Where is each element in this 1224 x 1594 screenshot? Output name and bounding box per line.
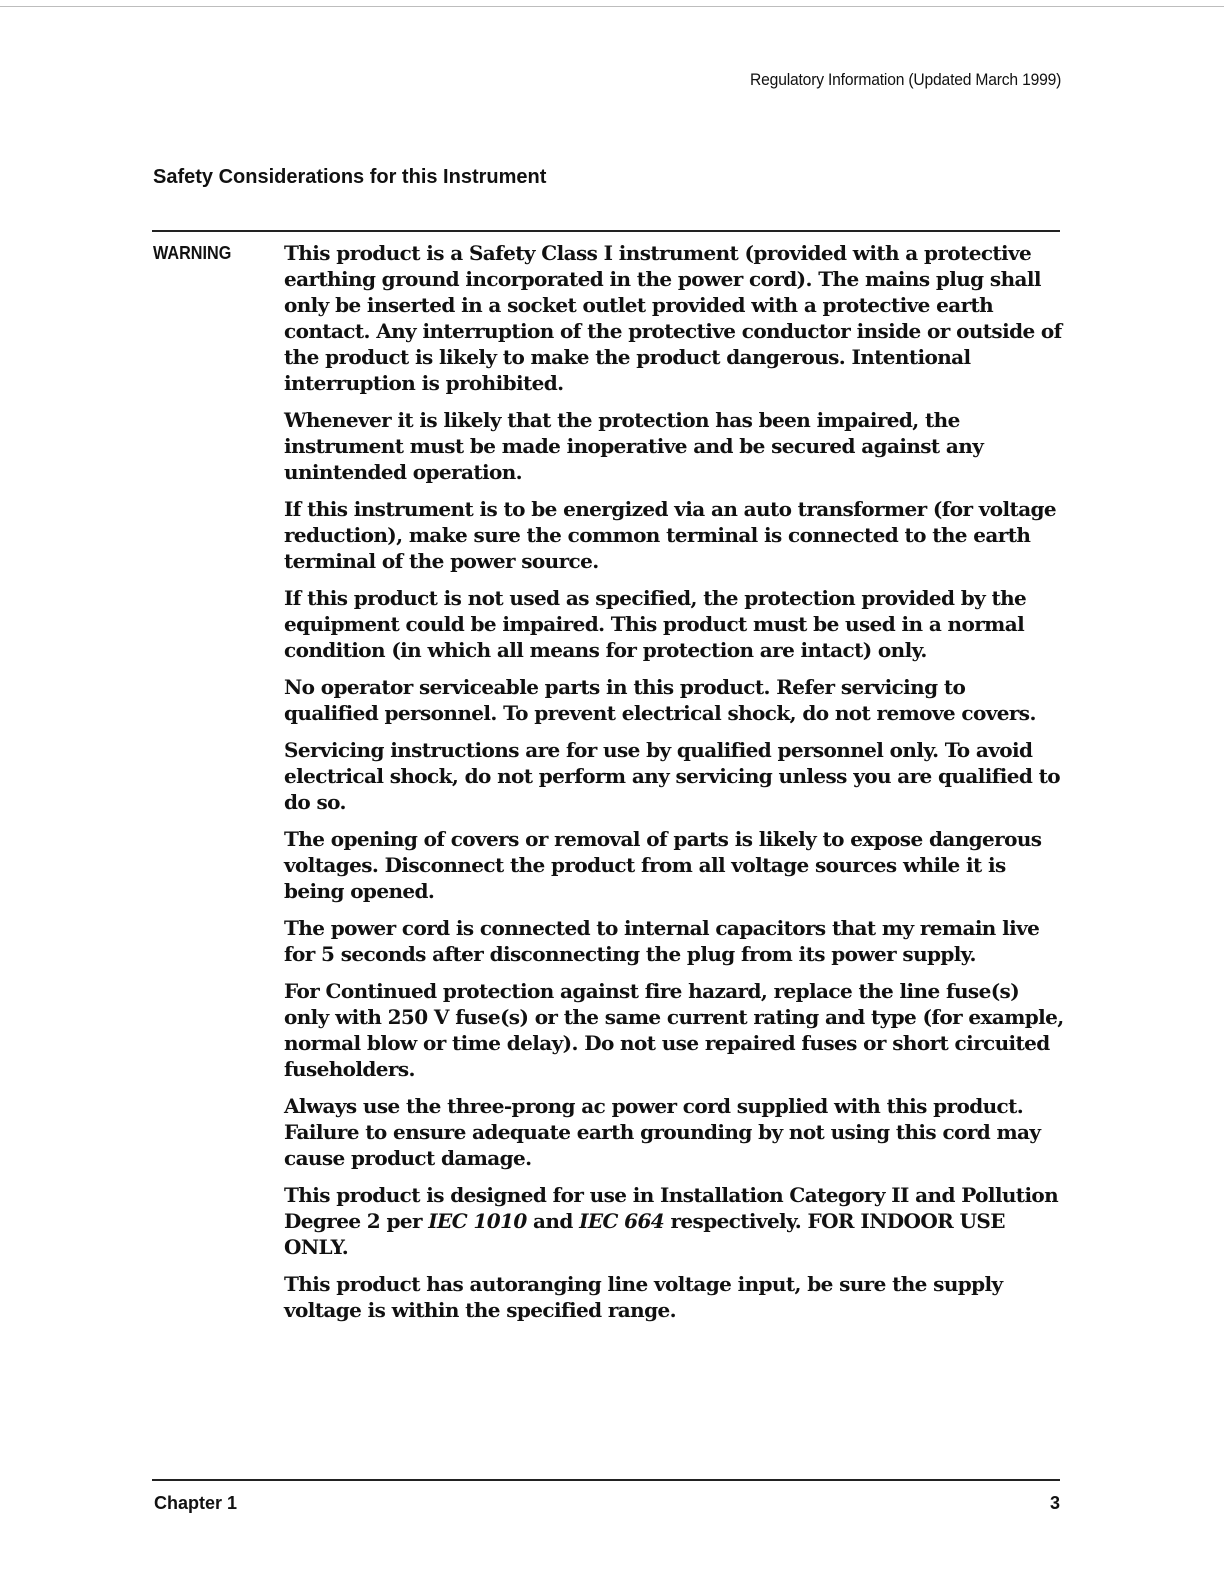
warning-paragraph: Whenever it is likely that the protection has been impaired, the instrument must be made inoperative and be secured against any unintended operation.: [284, 408, 984, 484]
footer-chapter: Chapter 1: [154, 1493, 238, 1513]
warning-paragraph: Always use the three-prong ac power cord supplied with this product. Failure to ensure adequate earth grounding by not using this cord may cause product damage.: [284, 1094, 1041, 1170]
warning-paragraph: If this instrument is to be energized via an auto transformer (for voltage reduction), make sure the common terminal is connected to the earth terminal of the power source.: [284, 497, 1057, 573]
installation-text-2: and: [526, 1209, 580, 1233]
warning-paragraph: If this product is not used as specified, the protection provided by the equipment could be impaired. This product must be used in a normal condition (in which all means for protection are intact) only.: [284, 586, 1027, 662]
footer-divider: [152, 1479, 1060, 1481]
installation-text-1: This product is designed for use in Installation Category II and Pollution Degree 2 per: [284, 1183, 1059, 1233]
page-top-edge: [0, 6, 1224, 7]
running-header: Regulatory Information (Updated March 1999): [749, 70, 1061, 89]
section-divider: [152, 230, 1060, 232]
warning-body: [284, 240, 1064, 1334]
installation-category-paragraph: [284, 1182, 1064, 1260]
warning-paragraph: No operator serviceable parts in this product. Refer servicing to qualified personnel. To prevent electrical shock, do not remove covers.: [284, 675, 1036, 725]
warning-paragraph: This product has autoranging line voltage input, be sure the supply voltage is within the specified range.: [284, 1272, 1003, 1322]
section-title: Safety Considerations for this Instrument: [153, 166, 547, 188]
warning-paragraph: For Continued protection against fire hazard, replace the line fuse(s) only with 250 V fuse(s) or the same current rating and type (for example, normal blow or time delay). Do not use repaired fuses or short circuited fuseholders.: [284, 979, 1064, 1081]
iec-664-standard: IEC 664: [579, 1209, 665, 1233]
footer-page-number: 3: [1049, 1493, 1060, 1513]
warning-paragraph: Servicing instructions are for use by qualified personnel only. To avoid electrical shock, do not perform any servicing unless you are qualified to do so.: [284, 738, 1060, 814]
installation-text-3: respectively. FOR INDOOR USE ONLY.: [284, 1209, 1005, 1259]
warning-paragraph: The power cord is connected to internal capacitors that my remain live for 5 seconds after disconnecting the plug from its power supply.: [284, 916, 1040, 966]
warning-paragraph: The opening of covers or removal of parts is likely to expose dangerous voltages. Disconnect the product from all voltage sources while it is being opened.: [284, 827, 1042, 903]
warning-paragraph: This product is a Safety Class I instrument (provided with a protective earthing ground incorporated in the power cord). The mains plug shall only be inserted in a socket outlet provided with a protective earth contact. Any interruption of the protective conductor inside or outside of the product is likely to make the product dangerous. Intentional interruption is prohibited.: [284, 241, 1062, 395]
warning-label: WARNING: [153, 243, 232, 263]
iec-1010-standard: IEC 1010: [428, 1209, 527, 1233]
